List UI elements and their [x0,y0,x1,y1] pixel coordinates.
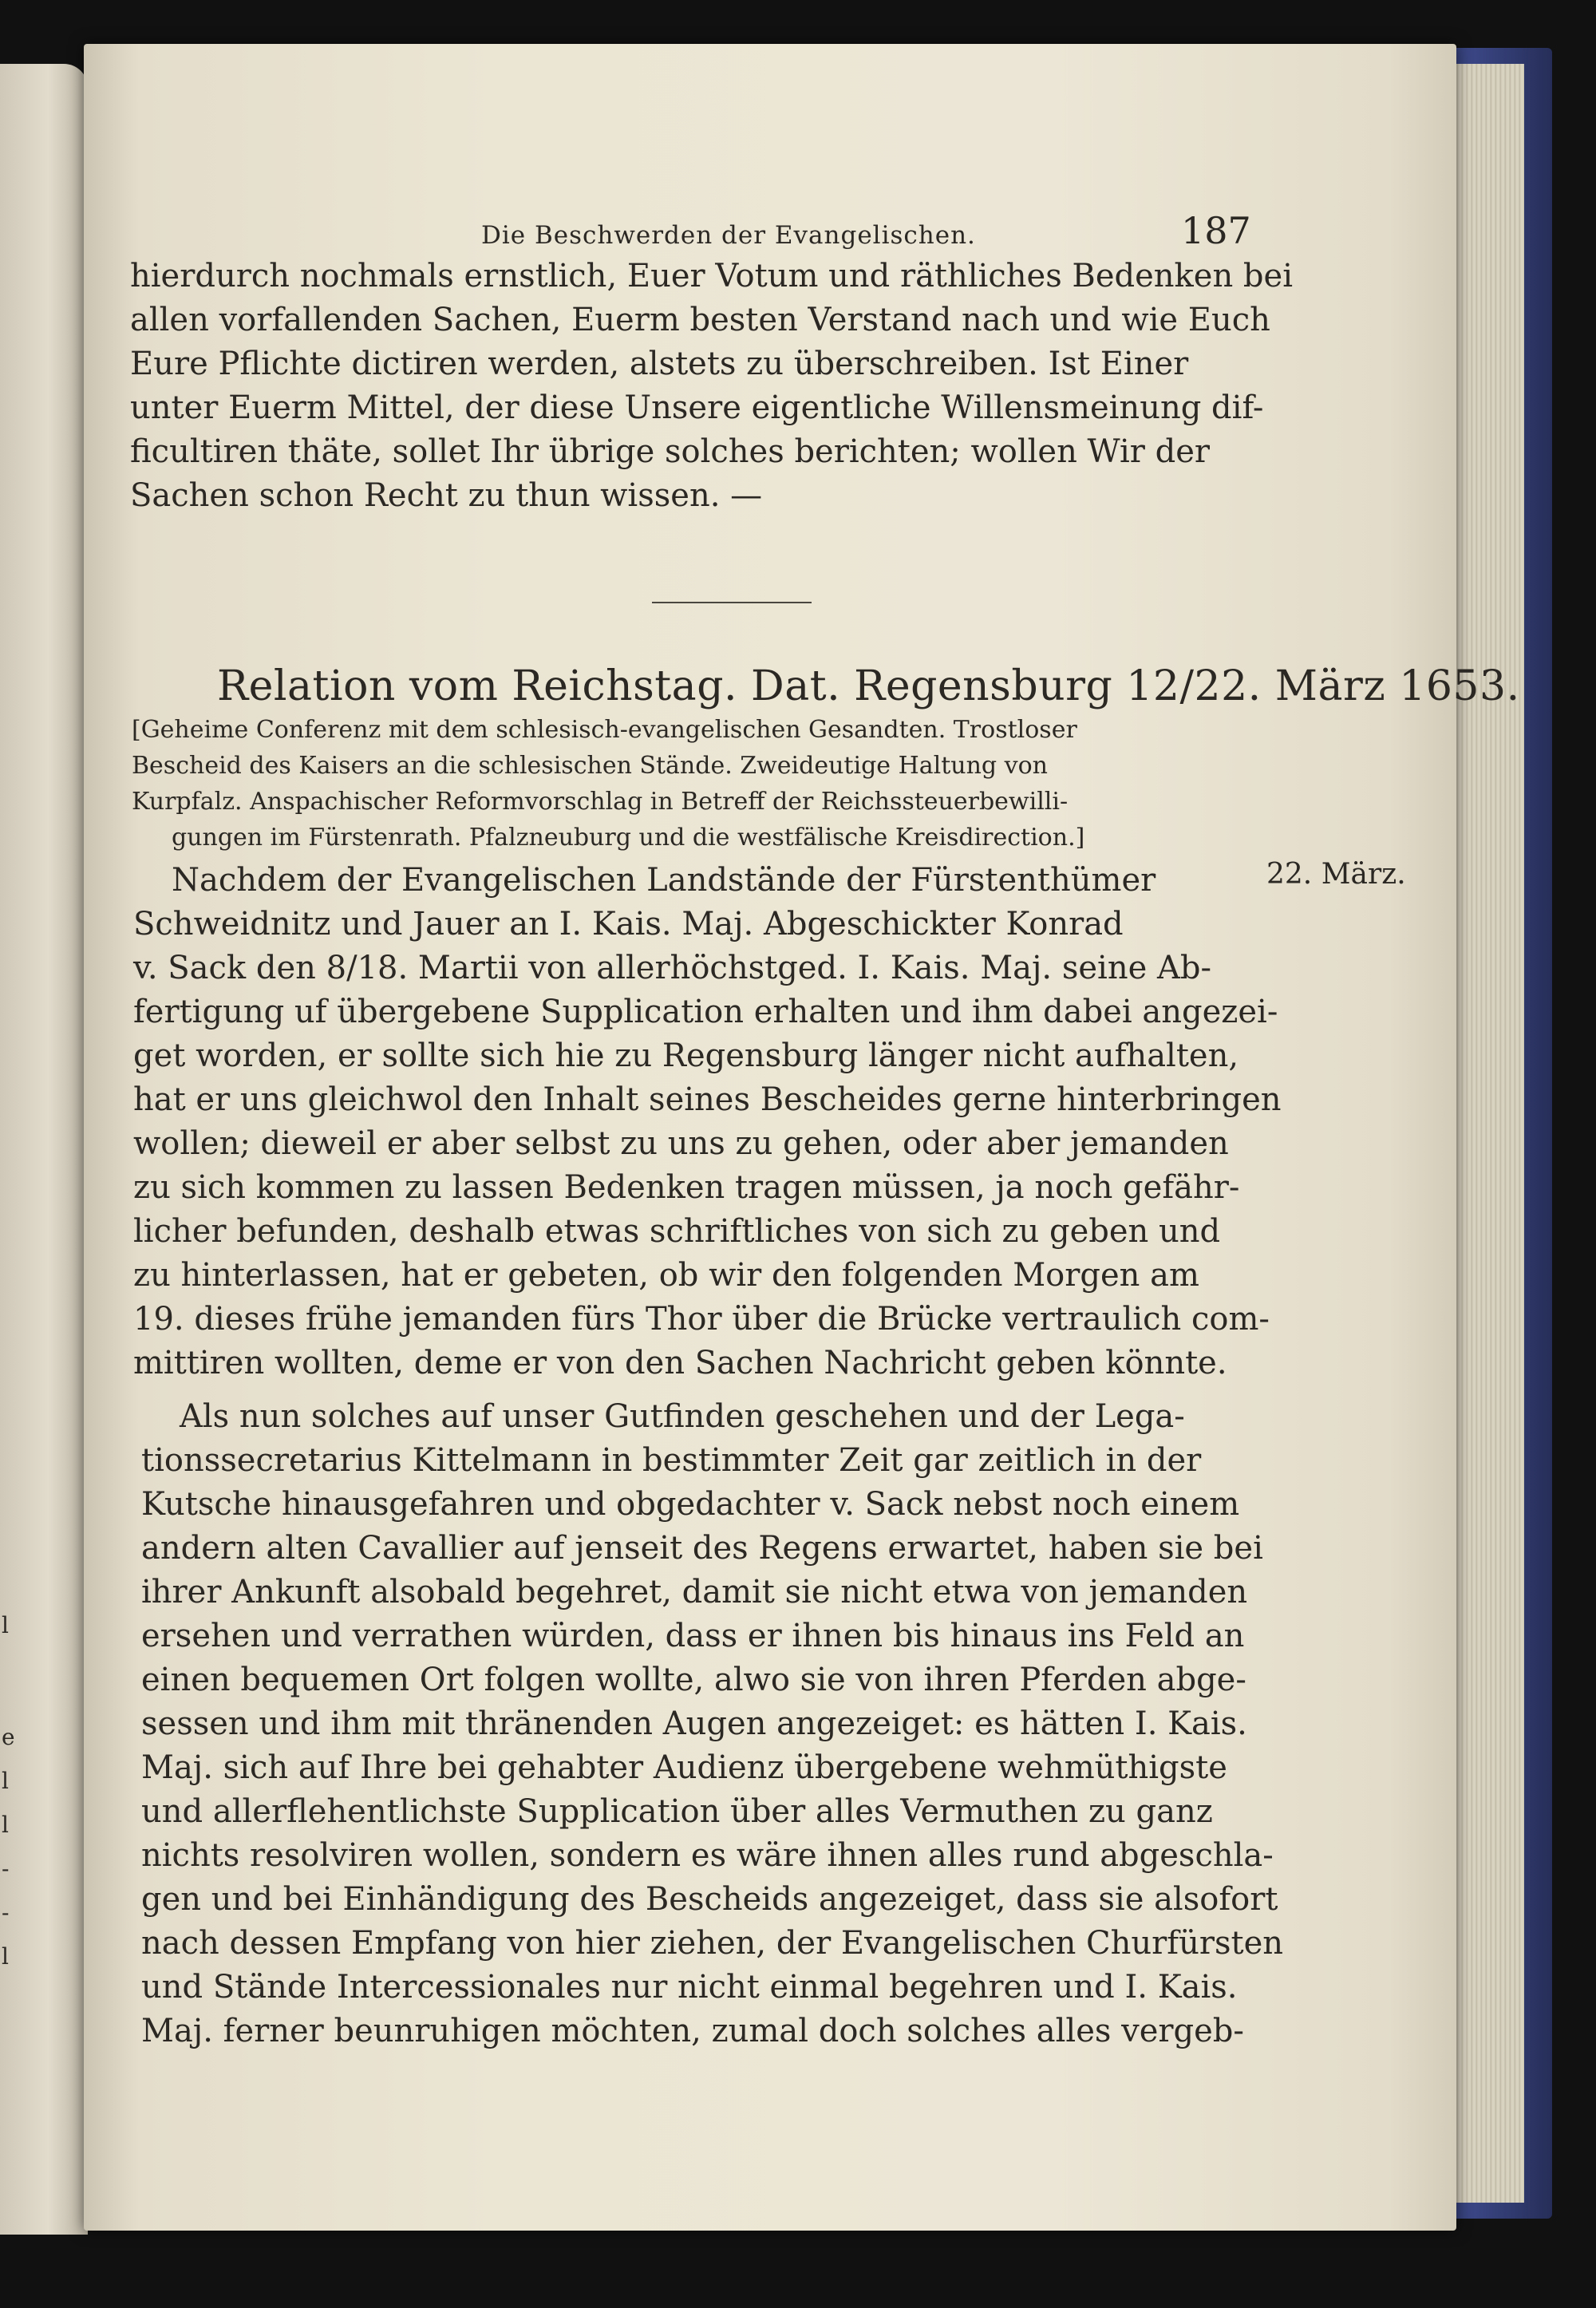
text-line: allen vorfallenden Sachen, Euerm besten Verstand nach und wie Euch [130,302,1270,338]
text-line: nichts resolviren wollen, sondern es wäre ihnen alles rund abgeschla- [141,1837,1274,1874]
text-line: zu sich kommen zu lassen Bedenken tragen müssen, ja noch gefähr- [133,1169,1240,1206]
text-line: zu hinterlassen, hat er gebeten, ob wir den folgenden Morgen am [133,1257,1199,1294]
text-line: Schweidnitz und Jauer an I. Kais. Maj. Abgeschickter Konrad [133,906,1124,943]
text-line: Maj. ferner beunruhigen möchten, zumal doch solches alles vergeb- [141,2013,1244,2049]
left-page-mark: - [2,1899,10,1926]
text-line: Nachdem der Evangelischen Landstände der Fürstenthümer [172,862,1156,899]
left-page-mark: l [2,1812,9,1838]
left-page-mark: e [2,1724,15,1750]
summary-line: Kurpfalz. Anspachischer Reformvorschlag in Betreff der Reichssteuerbewilli- [132,788,1069,816]
text-line: Als nun solches auf unser Gutfinden geschehen und der Lega- [180,1398,1185,1435]
text-line: nach dessen Empfang von hier ziehen, der Evangelischen Churfürsten [141,1925,1284,1962]
text-line: einen bequemen Ort folgen wollte, alwo sie von ihren Pferden abge- [141,1662,1246,1698]
left-page-mark: l [2,1612,9,1638]
text-line: andern alten Cavallier auf jenseit des Regens erwartet, haben sie bei [141,1530,1263,1567]
text-line: v. Sack den 8/18. Martii von allerhöchstged. I. Kais. Maj. seine Ab- [133,950,1211,986]
text-line: ihrer Ankunft alsobald begehret, damit sie nicht etwa von jemanden [141,1574,1248,1610]
text-line: fertigung uf übergebene Supplication erhalten und ihm dabei angezei- [133,994,1278,1030]
text-line: Sachen schon Recht zu thun wissen. — [130,477,763,514]
text-line: Kutsche hinausgefahren und obgedachter v. Sack nebst noch einem [141,1486,1240,1523]
text-line: hat er uns gleichwol den Inhalt seines Bescheides gerne hinterbringen [133,1081,1282,1118]
text-line: Maj. sich auf Ihre bei gehabter Audienz übergebene wehmüthigste [141,1749,1227,1786]
text-line: und Stände Intercessionales nur nicht einmal begehren und I. Kais. [141,1969,1238,2006]
text-line: get worden, er sollte sich hie zu Regensburg länger nicht aufhalten, [133,1037,1239,1074]
left-page-mark: - [2,1855,10,1882]
summary-line: Bescheid des Kaisers an die schlesischen Stände. Zweideutige Haltung von [132,752,1048,780]
summary-line: gungen im Fürstenrath. Pfalzneuburg und die westfälische Kreisdirection.] [172,824,1085,852]
text-line: mittiren wollten, deme er von den Sachen Nachricht geben könnte. [133,1345,1227,1381]
text-line: tionssecretarius Kittelmann in bestimmter Zeit gar zeitlich in der [141,1442,1202,1479]
text-line: und allerflehentlichste Supplication über alles Vermuthen zu ganz [141,1793,1213,1830]
left-page-mark: l [2,1943,9,1970]
text-line: gen und bei Einhändigung des Bescheids angezeiget, dass sie alsofort [141,1881,1278,1918]
left-page-mark: l [2,1768,9,1794]
page-number: 187 [1181,209,1251,252]
summary-line: [Geheime Conferenz mit dem schlesisch-evangelischen Gesandten. Trostloser [132,716,1077,744]
section-divider [652,602,812,603]
text-line: hierdurch nochmals ernstlich, Euer Votum und räthliches Bedenken bei [130,258,1293,294]
section-title: Relation vom Reichstag. Dat. Regensburg 12/22. März 1653. [217,662,1520,710]
book-page [84,44,1520,2231]
text-line: wollen; dieweil er aber selbst zu uns zu gehen, oder aber jemanden [133,1125,1229,1162]
margin-date-note: 22. März. [1266,858,1406,891]
text-line: licher befunden, deshalb etwas schriftliches von sich zu geben und [133,1213,1221,1250]
text-line: Eure Pflichte dictiren werden, alstets zu überschreiben. Ist Einer [130,346,1189,382]
running-header: Die Beschwerden der Evangelischen. [481,221,976,250]
text-line: unter Euerm Mittel, der diese Unsere eigentliche Willensmeinung dif- [130,389,1264,426]
text-line: 19. dieses frühe jemanden fürs Thor über die Brücke vertraulich com- [133,1301,1270,1338]
text-line: sessen und ihm mit thränenden Augen angezeiget: es hätten I. Kais. [141,1705,1247,1742]
left-page-edge [0,64,88,2235]
text-line: ersehen und verrathen würden, dass er ihnen bis hinaus ins Feld an [141,1618,1245,1654]
text-line: ficultiren thäte, sollet Ihr übrige solches berichten; wollen Wir der [130,433,1210,470]
